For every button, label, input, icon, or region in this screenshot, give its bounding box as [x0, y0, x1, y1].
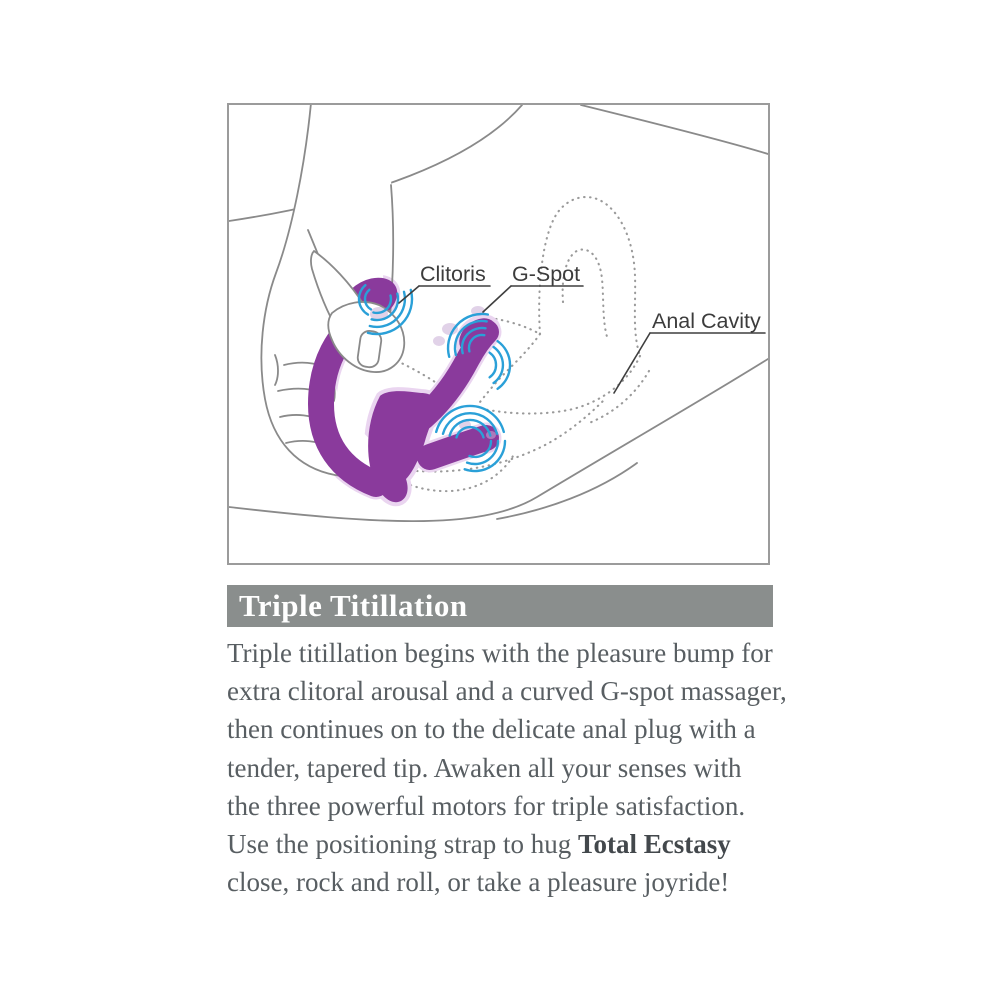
thumbnail: [357, 330, 383, 369]
description-line: Triple titillation begins with the pleasure bump for: [227, 638, 773, 668]
section-title: Triple Titillation: [239, 588, 468, 623]
clitoris-leader-line: [399, 286, 419, 303]
label-anal-cavity: Anal Cavity: [652, 309, 761, 333]
buttock-crease-line: [497, 463, 637, 519]
section-title-banner: [227, 585, 773, 627]
description-line-prefix: Use the positioning strap to hug: [227, 829, 578, 860]
anal-cavity-leader-line: [614, 333, 650, 393]
description-line: the three powerful motors for triple satisfaction.: [227, 790, 746, 821]
vibration-waves-shaft: [490, 341, 510, 389]
hip-contour-line: [581, 105, 768, 154]
description-line: extra clitoral arousal and a curved G-spot massager,: [227, 676, 787, 707]
description-line: [227, 825, 827, 863]
diagram-frame: [227, 103, 770, 565]
description-line: then continues on to the delicate anal plug with a: [227, 714, 756, 745]
description-line: tender, tapered tip. Awaken all your senses with: [227, 752, 742, 783]
product-description: [227, 634, 827, 901]
anatomical-illustration: [229, 105, 768, 563]
anal-plug: [430, 438, 486, 457]
rectum-upper-dotted: [483, 356, 640, 414]
label-clitoris: Clitoris: [420, 262, 486, 286]
product-name: Total Ecstasy: [577, 829, 731, 860]
rectum-mid-dotted: [589, 371, 649, 423]
description-line: close, rock and roll, or take a pleasure joyride!: [227, 867, 730, 898]
label-gspot: G-Spot: [512, 262, 581, 286]
gspot-leader-line: [483, 286, 511, 312]
